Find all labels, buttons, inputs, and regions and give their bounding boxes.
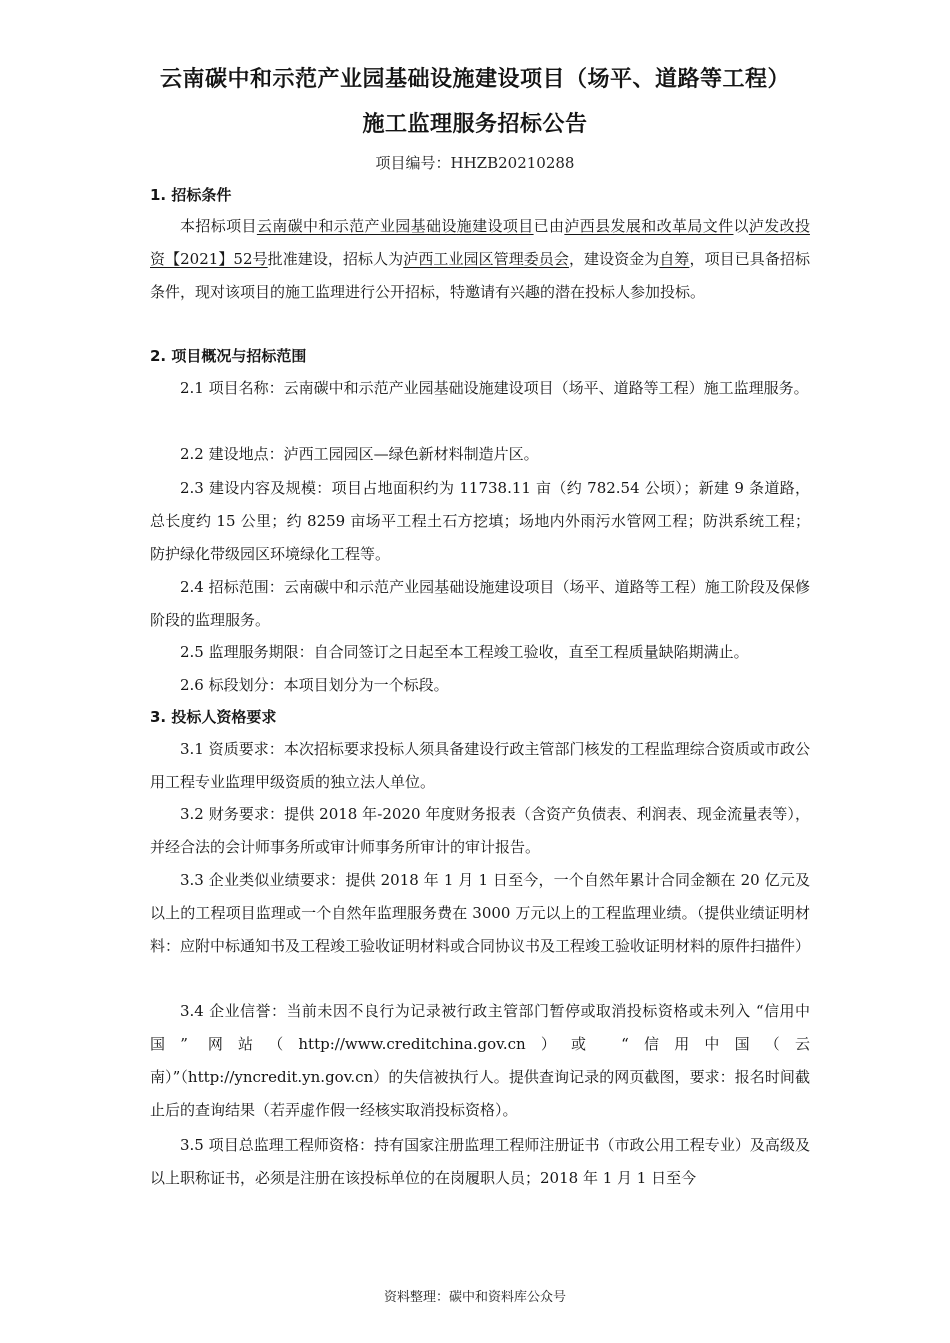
project-number: 项目编号：HHZB20210288 <box>375 154 575 172</box>
section2-item-2-6: 2.6 标段划分：本项目划分为一个标段。 <box>180 676 449 694</box>
footer-source-note: 资料整理：碳中和资料库公众号 <box>383 1290 566 1305</box>
document-title-line1: 云南碳中和示范产业园基础设施建设项目（场平、道路等工程） <box>159 67 790 92</box>
section2-item-2-2: 2.2 建设地点：泸西工园园区—绿色新材料制造片区。 <box>180 445 539 463</box>
section3-item-3-2: 3.2 财务要求：提供 2018 年-2020 年度财务报表（含资产负债表、利润表、现金流量表等），并经合法的会计师事务所或审计师事务所审计的审计报告。 <box>150 805 810 856</box>
section3-item-3-3: 3.3 企业类似业绩要求：提供 2018 年 1 月 1 日至今，一个自然年累计合同金额在 20 亿元及以上的工程项目监理或一个自然年监理服务费在 3000 万元以上的工程监理业绩。（提供业绩证明材料：应附中标通知书及工程竣工验收证明材料或合同协议书及工程竣工验收证明材料的原件扫描件） <box>150 871 811 955</box>
section2-item-2-1: 2.1 项目名称：云南碳中和示范产业园基础设施建设项目（场平、道路等工程）施工监理服务。 <box>180 379 809 397</box>
section3-item-3-5: 3.5 项目总监理工程师资格：持有国家注册监理工程师注册证书（市政公用工程专业）及高级及以上职称证书，必须是注册在该投标单位的在岗履职人员；2018 年 1 月 1 日至今 <box>150 1136 810 1187</box>
section3-item-3-4: 3.4 企业信誉：当前未因不良行为记录被行政主管部门暂停或取消投标资格或未列入 “信用中国” 网站（http://www.creditchina.gov.cn）或 “信用中国（云南）”（http://yncredit.yn.gov.cn）的失信被执行人。提供查询记录的网页截图，要求：报名时间截止后的查询结果（若弄虚作假一经核实取消投标资格）。 <box>150 1002 810 1119</box>
section3-heading: 3. 投标人资格要求 <box>150 708 277 726</box>
document-title-line2: 施工监理服务招标公告 <box>362 112 588 137</box>
section3-item-3-1: 3.1 资质要求：本次招标要求投标人须具备建设行政主管部门核发的工程监理综合资质或市政公用工程专业监理甲级资质的独立法人单位。 <box>150 740 810 791</box>
section2-item-2-5: 2.5 监理服务期限：自合同签订之日起至本工程竣工验收，直至工程质量缺陷期满止。 <box>180 643 749 661</box>
section2-item-2-4: 2.4 招标范围：云南碳中和示范产业园基础设施建设项目（场平、道路等工程）施工阶段及保修阶段的监理服务。 <box>150 578 810 629</box>
section2-heading: 2. 项目概况与招标范围 <box>150 347 307 365</box>
section1-paragraph: 本招标项目云南碳中和示范产业园基础设施建设项目已由泸西县发展和改革局文件以泸发改投资【2021】52号批准建设，招标人为泸西工业园区管理委员会，建设资金为自筹，项目已具备招标条件，现对该项目的施工监理进行公开招标，特邀请有兴趣的潜在投标人参加投标。 <box>150 217 810 301</box>
section1-heading: 1. 招标条件 <box>150 186 232 204</box>
section2-item-2-3: 2.3 建设内容及规模：项目占地面积约为 11738.11 亩（约 782.54 公顷）；新建 9 条道路，总长度约 15 公里；约 8259 亩场平工程土石方挖填；场地内外雨污水管网工程；防洪系统工程；防护绿化带级园区环境绿化工程等。 <box>150 479 810 563</box>
